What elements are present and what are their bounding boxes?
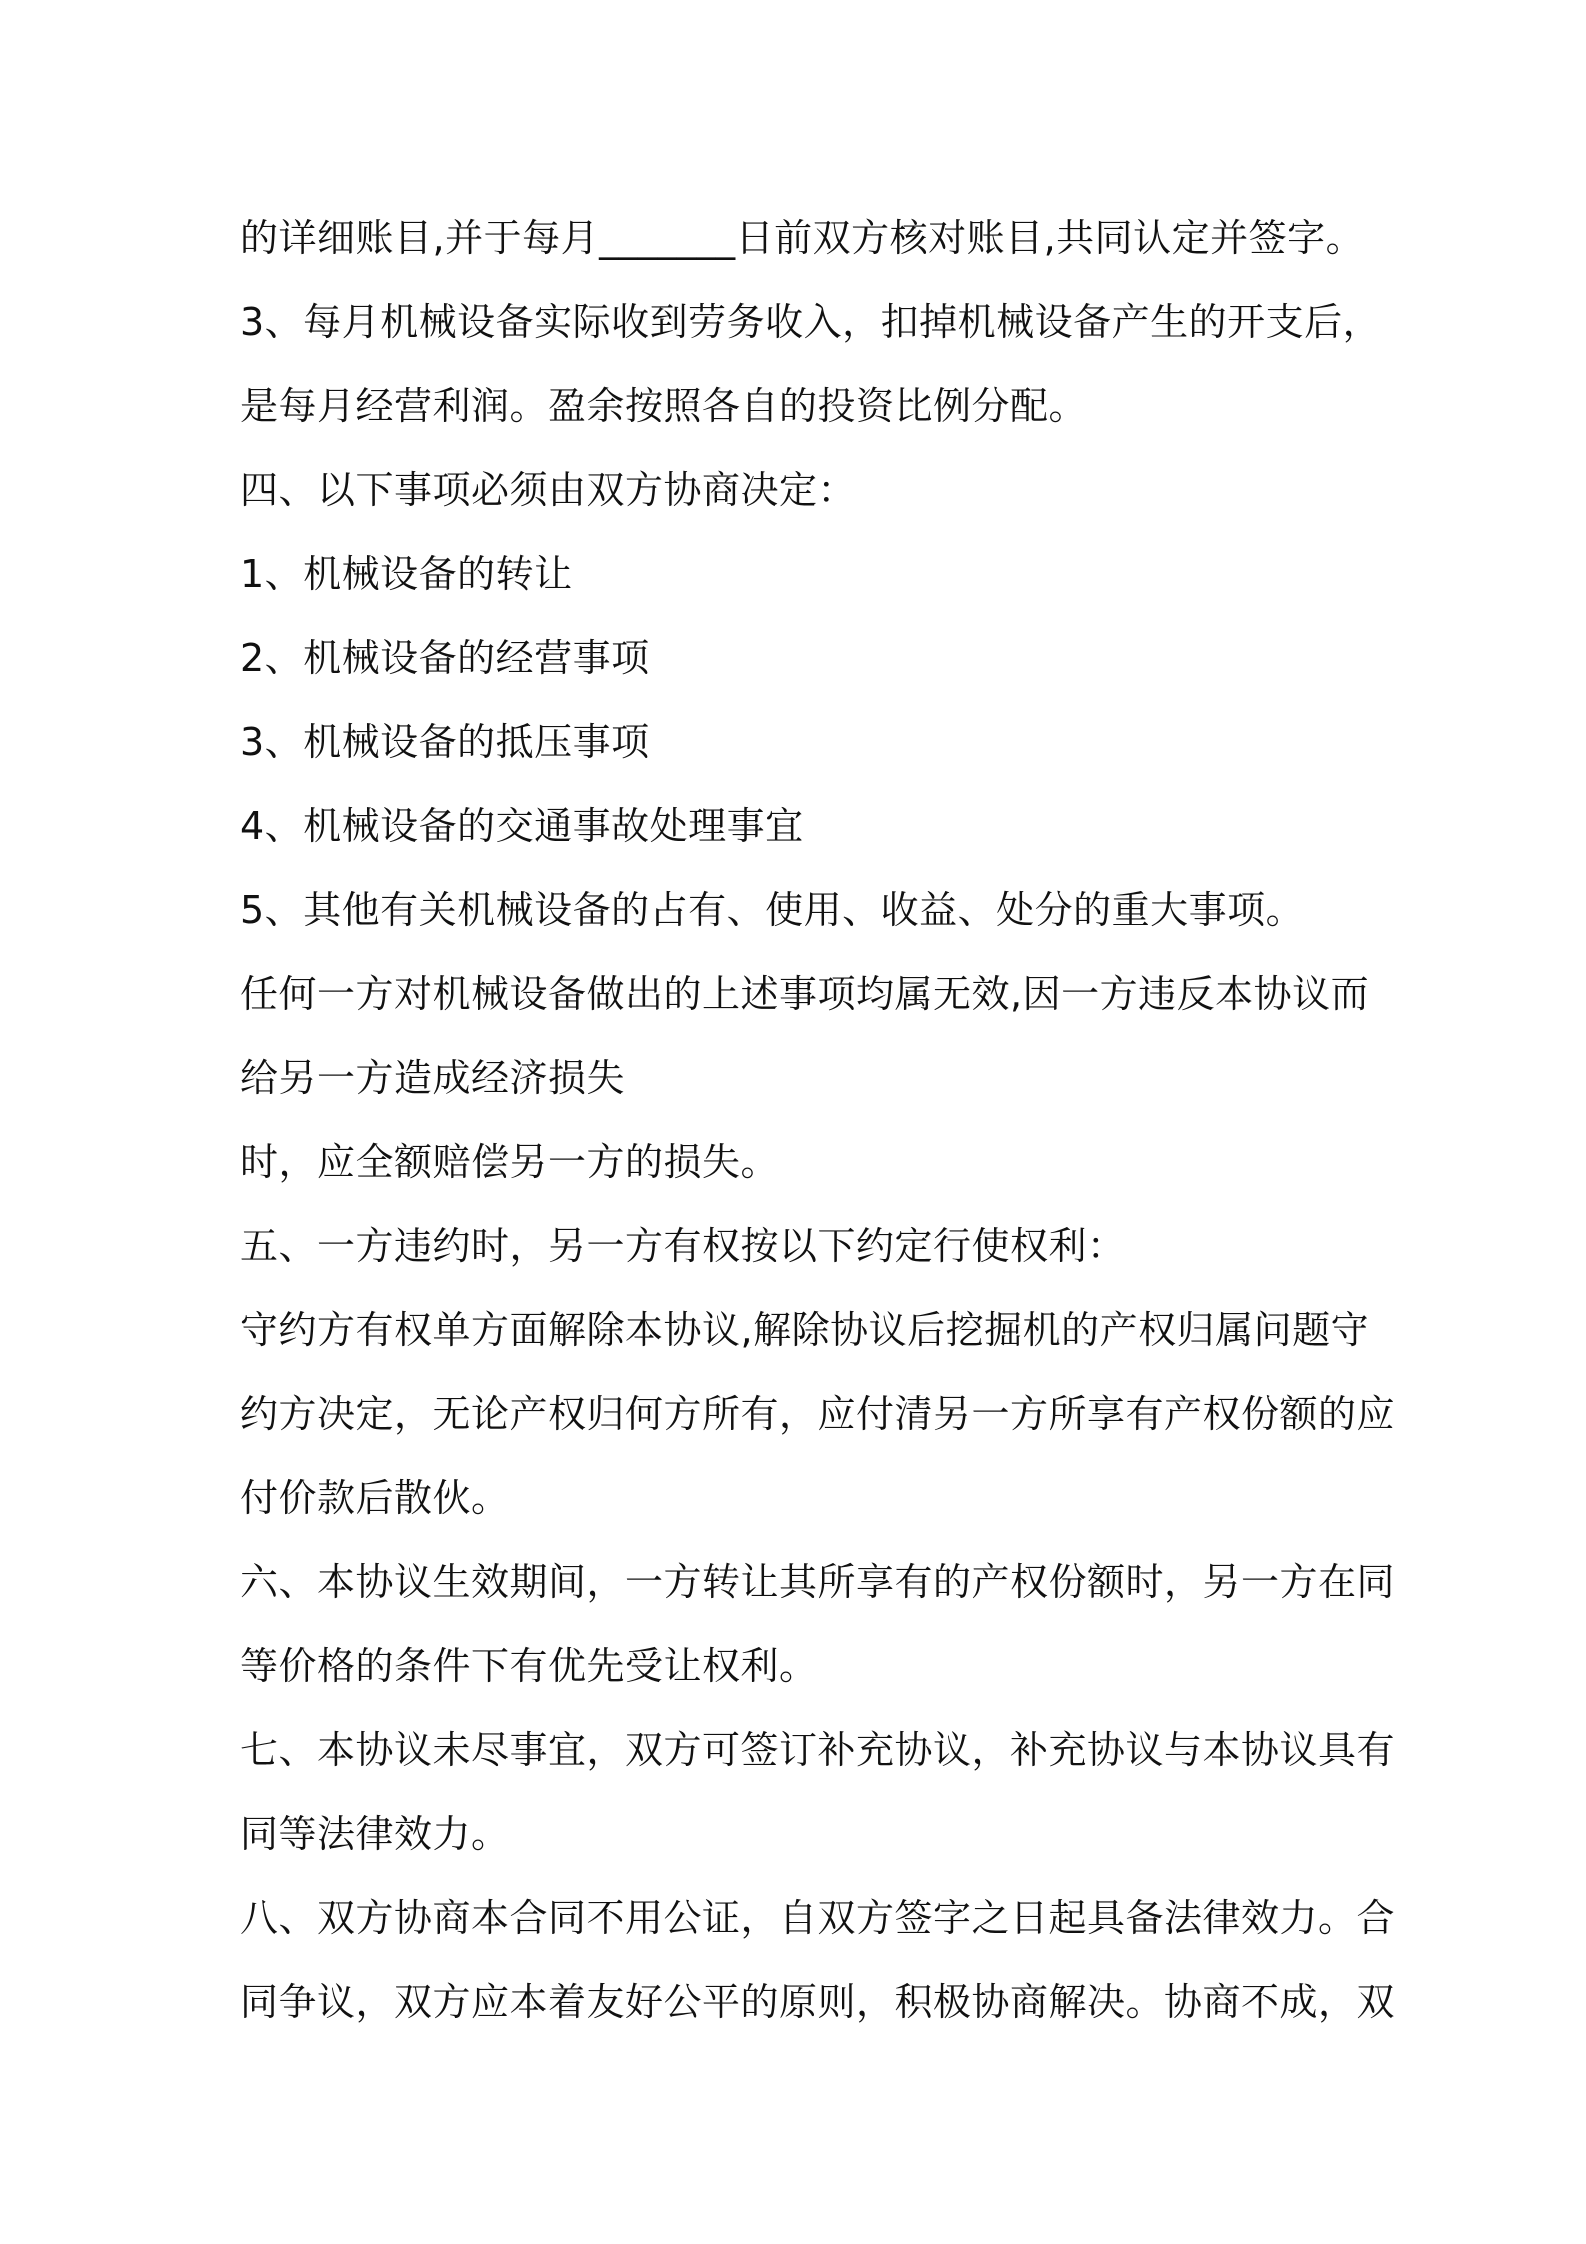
text-line: 付价款后散伙。 — [240, 1476, 510, 1520]
section-heading: 四、以下事项必须由双方协商决定： — [240, 468, 857, 512]
text-line: 是每月经营利润。盈余按照各自的投资比例分配。 — [240, 384, 1088, 428]
text-line: 同等法律效力。 — [240, 1812, 510, 1856]
list-item: 5、其他有关机械设备的占有、使用、收益、处分的重大事项。 — [240, 888, 1305, 932]
list-item: 1、机械设备的转让 — [240, 552, 573, 596]
text-line: 的详细账目,并于每月_______日前双方核对账目,共同认定并签字。 — [240, 216, 1365, 260]
section-heading: 七、本协议未尽事宜，双方可签订补充协议，补充协议与本协议具有 — [240, 1728, 1396, 1772]
text-line: 给另一方造成经济损失 — [240, 1056, 626, 1100]
list-item: 2、机械设备的经营事项 — [240, 636, 650, 680]
section-heading: 八、双方协商本合同不用公证，自双方签字之日起具备法律效力。合 — [240, 1896, 1396, 1940]
text-line: 时，应全额赔偿另一方的损失。 — [240, 1140, 780, 1184]
text-line: 任何一方对机械设备做出的上述事项均属无效,因一方违反本协议而 — [240, 972, 1370, 1016]
list-item: 3、机械设备的抵压事项 — [240, 720, 650, 764]
text-line: 3、每月机械设备实际收到劳务收入，扣掉机械设备产生的开支后， — [240, 300, 1382, 344]
text-line: 守约方有权单方面解除本协议,解除协议后挖掘机的产权归属问题守 — [240, 1308, 1370, 1352]
section-heading: 六、本协议生效期间，一方转让其所享有的产权份额时，另一方在同 — [240, 1560, 1396, 1604]
text-line: 同争议，双方应本着友好公平的原则，积极协商解决。协商不成，双 — [240, 1980, 1396, 2024]
section-heading: 五、一方违约时，另一方有权按以下约定行使权利： — [240, 1224, 1126, 1268]
text-line: 约方决定，无论产权归何方所有，应付清另一方所享有产权份额的应 — [240, 1392, 1396, 1436]
document-body — [240, 196, 1396, 2044]
text-line: 等价格的条件下有优先受让权利。 — [240, 1644, 818, 1688]
list-item: 4、机械设备的交通事故处理事宜 — [240, 804, 804, 848]
